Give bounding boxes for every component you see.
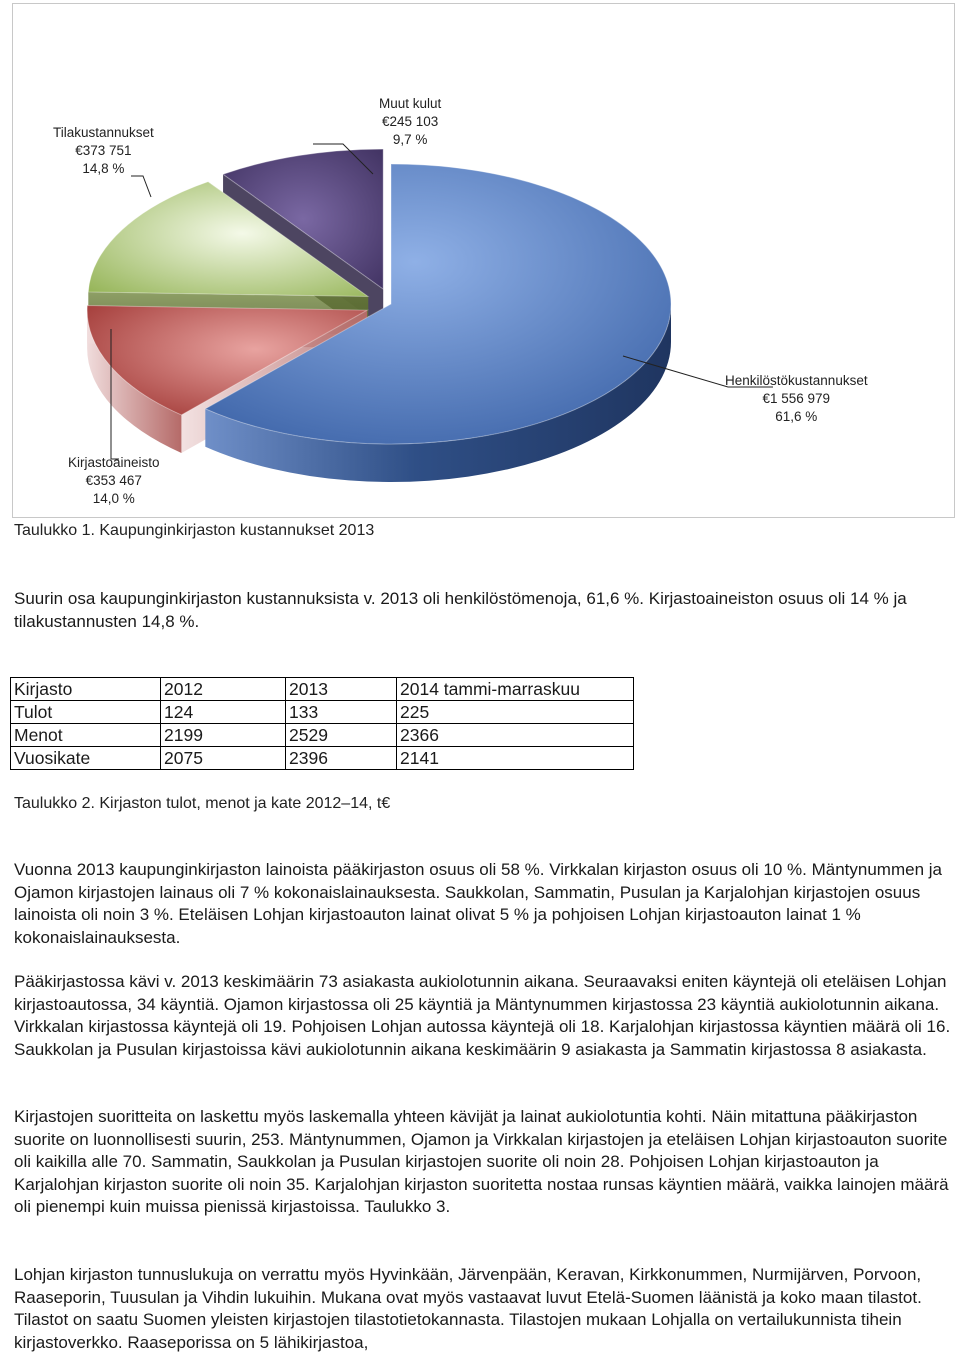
paragraph-loans: [14, 859, 954, 949]
slice-name: Tilakustannukset: [53, 125, 154, 140]
table-cell: 2141: [397, 747, 634, 770]
table-cell: 225: [397, 701, 634, 724]
slice-percent: 61,6 %: [775, 409, 818, 424]
pie-label-tilakustannukset: [53, 124, 154, 178]
table-header-row: [11, 678, 634, 701]
slice-percent: 9,7 %: [392, 132, 428, 147]
paragraph-costs: [14, 588, 954, 633]
table-cell: 2529: [286, 724, 397, 747]
paragraph-text: Kirjastojen suoritteita on laskettu myös laskemalla yhteen kävijät ja lainat aukiolotuntia kohti. Näin mitattuna pääkirjaston suorite on luonnollisesti suurin, 253. Mäntynummen, Ojamon ja Virkkalan kirjastojen ja eteläisen Lohjan kirjastoauton suorite oli kaikilla alle 70. Sammatin, Saukkolan ja Pusulan kirjastojen suorite oli noin 28. Pohjoisen Lohjan kirjastoauton ja Karjalohjan kirjaston suorite oli noin 35. Karjalohjan kirjaston suoritetta nostaa runsas käyntien määrä, vaikka lainojen määrä oli pienempi kuin muissa pienissä kirjastoissa. Taulukko 3.: [14, 1107, 949, 1217]
table-cell: 2396: [286, 747, 397, 770]
table-row: [11, 747, 634, 770]
paragraph-text: Vuonna 2013 kaupunginkirjaston lainoista pääkirjaston osuus oli 58 %. Virkkalan kirjaston osuus oli 10 %. Mäntynummen ja Ojamon kirjastojen lainaus oli 7 % kokonaislainauksesta. Saukkolan, Sammatin, Pusulan ja Karjalohjan kirjastojen osuus lainoista oli noin 3 %. Eteläisen Lohjan kirjastoauton lainat olivat 5 % ja pohjoisen Lohjan kirjastoauton lainat 1 % kokonaislainauksesta.: [14, 860, 942, 947]
table-cell: Menot: [11, 724, 161, 747]
paragraph-performance: [14, 1106, 954, 1219]
table-cell: Vuosikate: [11, 747, 161, 770]
table-cell: 133: [286, 701, 397, 724]
slice-amount: €1 556 979: [762, 391, 831, 406]
slice-amount: €373 751: [75, 143, 132, 158]
paragraph-comparison: [14, 1264, 954, 1354]
paragraph-text: Pääkirjastossa kävi v. 2013 keskimäärin 73 asiakasta aukiolotunnin aikana. Seuraavaksi eniten käyntejä oli eteläisen Lohjan kirjastoautossa, 34 käyntiä. Ojamon kirjastossa oli 25 käyntiä ja Mäntynummen kirjastossa 23 käyntiä aukiolotunnin aikana. Virkkalan kirjastossa käyntejä oli 19. Pohjoisen Lohjan autossa käyntejä oli 18. Karjalohjan kirjastossa käyntien määrä oli 16. Saukkolan ja Pusulan kirjastoissa kävi aukiolotunnin aikana keskimäärin 9 asiakasta ja Sammatin kirjastossa 8 asiakasta.: [14, 972, 951, 1059]
pie-chart: [12, 3, 955, 518]
table2-caption: Taulukko 2. Kirjaston tulot, menot ja kate 2012–14, t€: [14, 795, 391, 812]
table-cell: 2199: [161, 724, 286, 747]
paragraph-visits: [14, 971, 954, 1061]
slice-name: Kirjastoaineisto: [68, 455, 160, 470]
paragraph-text: Suurin osa kaupunginkirjaston kustannuksista v. 2013 oli henkilöstömenoja, 61,6 %. Kirjastoaineiston osuus oli 14 % ja tilakustannusten 14,8 %.: [14, 589, 907, 631]
table-cell: Tulot: [11, 701, 161, 724]
table-cell: 124: [161, 701, 286, 724]
pie-label-muut-kulut: [379, 95, 441, 149]
leader-line-tila: [131, 176, 151, 197]
slice-name: Henkilöstökustannukset: [725, 373, 868, 388]
table-cell: Kirjasto: [11, 678, 161, 701]
table-cell: 2075: [161, 747, 286, 770]
table-cell: 2012: [161, 678, 286, 701]
table-cell: 2013: [286, 678, 397, 701]
table-row: [11, 724, 634, 747]
table-cell: 2366: [397, 724, 634, 747]
pie-label-kirjastoaineisto: [68, 454, 160, 508]
table1-caption: Taulukko 1. Kaupunginkirjaston kustannukset 2013: [14, 522, 375, 539]
pie-chart-svg: [13, 4, 954, 517]
slice-name: Muut kulut: [379, 96, 442, 111]
slice-amount: €353 467: [85, 473, 142, 488]
table-cell: 2014 tammi-marraskuu: [397, 678, 634, 701]
slice-percent: 14,0 %: [92, 491, 135, 506]
slice-percent: 14,8 %: [82, 161, 125, 176]
income-expense-table: [10, 677, 634, 770]
pie-label-henkilostokustannukset: [725, 372, 868, 426]
paragraph-text: Lohjan kirjaston tunnuslukuja on verrattu myös Hyvinkään, Järvenpään, Keravan, Kirkkonummen, Nurmijärven, Porvoon, Raaseporin, Tuusulan ja Vihdin lukuihin. Mukana ovat myös vastaavat luvut Etelä-Suomen läänistä ja koko maan tilastot. Tilastot on saatu Suomen yleisten kirjastojen tilastotietokannasta. Tilastojen mukaan Lohjalla on vertailukunnista tihein kirjastoverkko. Raaseporissa on 5 lähikirjastoa,: [14, 1265, 922, 1352]
slice-amount: €245 103: [381, 114, 439, 129]
table-row: [11, 701, 634, 724]
